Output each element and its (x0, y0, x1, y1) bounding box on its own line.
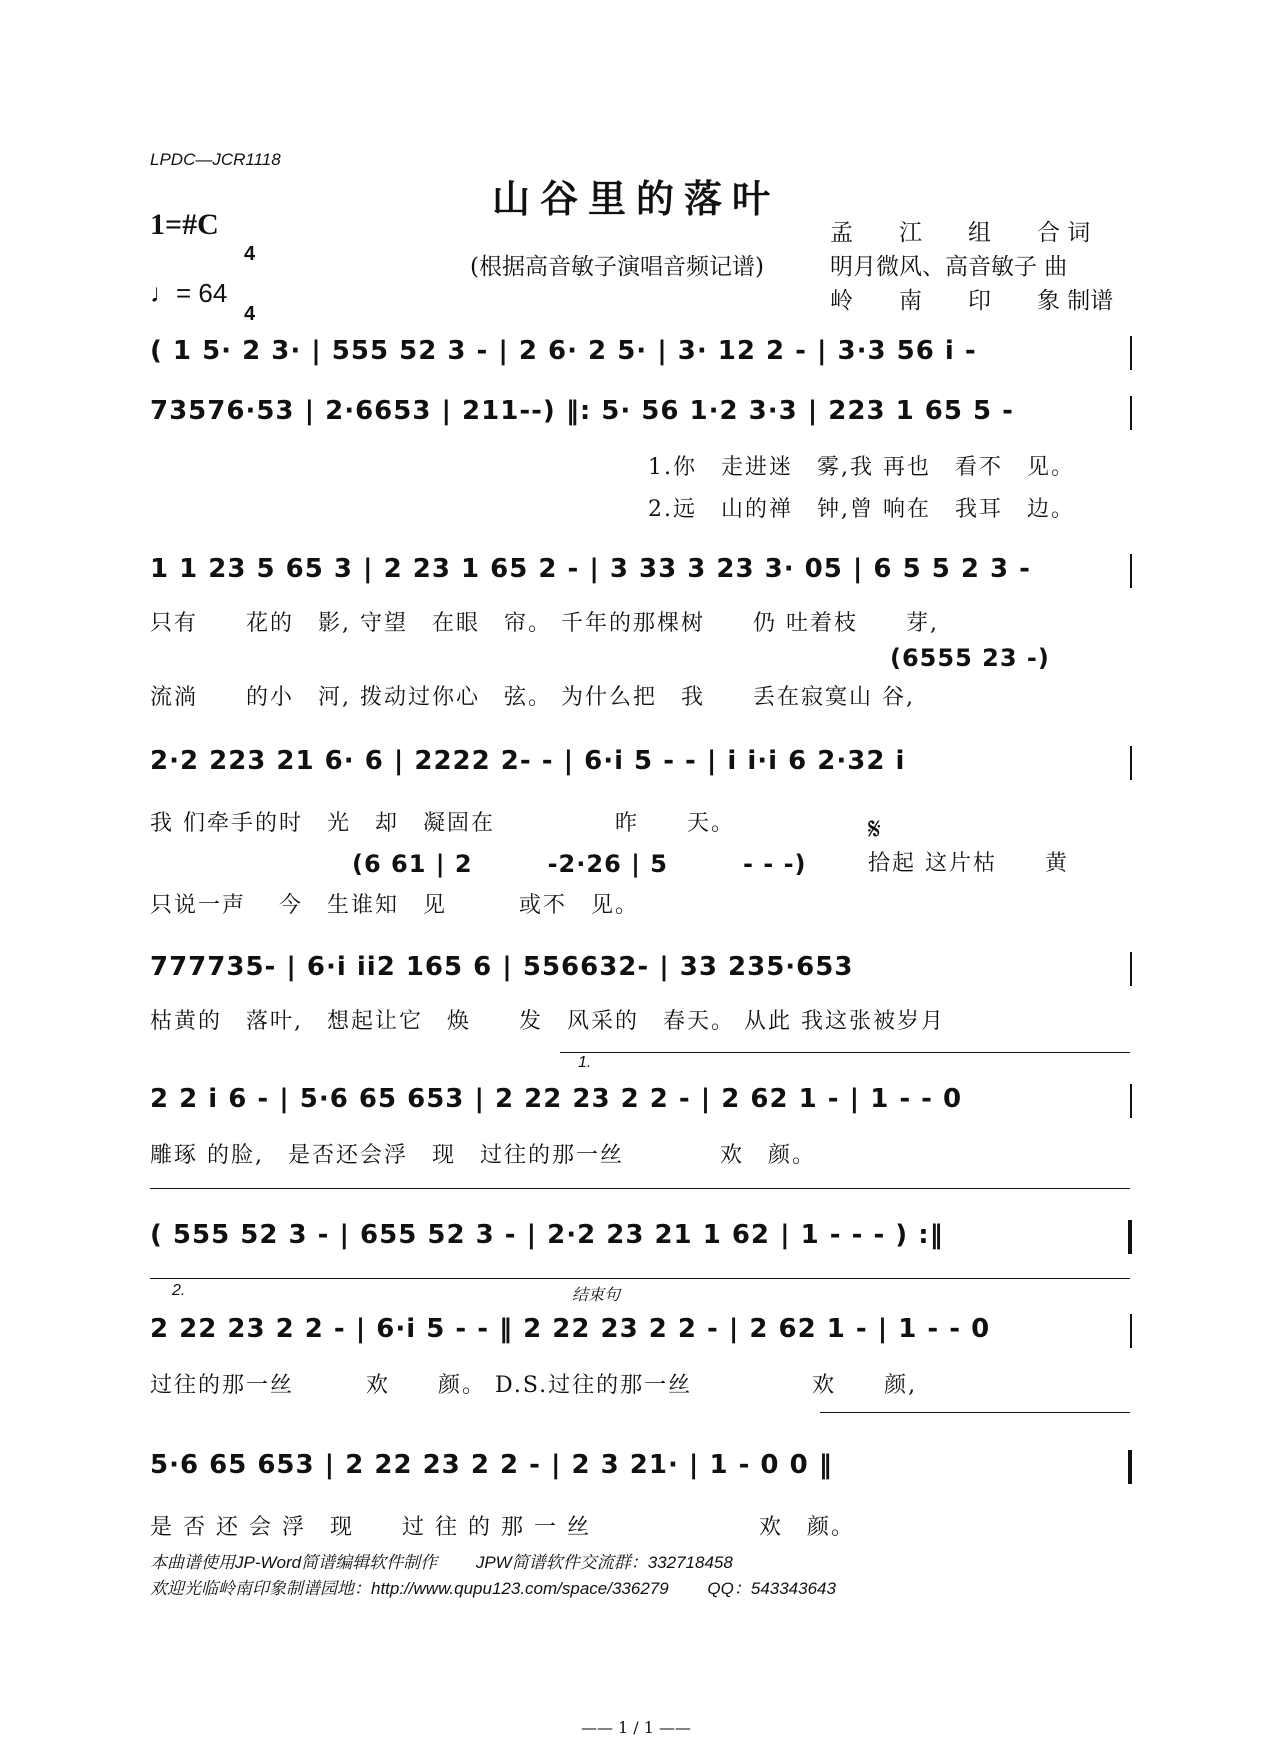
interlude-notes-2: (6 61 | 2 -2·26 | 5 - - -) (352, 850, 807, 878)
time-signature-top: 4 (244, 243, 256, 265)
score-row-9: 5·6 65 653 | 2 22 23 2 2 - | 2 3 21· | 1 - 0 0 ‖ (150, 1450, 833, 1480)
lyric-row-4-verse-2: 只说一声 今 生谁知 见 或不 见。 (150, 893, 639, 918)
arranger-credit: 岭 南 印 象 制谱 (830, 288, 1114, 314)
lyric-row-9: 是 否 还 会 浮 现 过 往 的 那 一 丝 欢 颜。 (150, 1515, 855, 1540)
barline (1130, 396, 1132, 430)
composer-credit: 明月微风、高音敏子 曲 (830, 254, 1068, 280)
segno-sign: 𝄋 (868, 812, 881, 847)
score-row-3: 1 1 23 5 65 3 | 2 23 1 65 2 - | 3 33 3 23 3· 05 | 6 5 5 2 3 - (150, 554, 1031, 584)
key-signature: 1=#C (150, 208, 219, 241)
footer-line-2: 欢迎光临岭南印象制谱园地：http://www.qupu123.com/space/336279 QQ：543343643 (150, 1579, 836, 1598)
repeat-end-barline (1128, 1220, 1132, 1254)
page-title: 山谷里的落叶 (491, 176, 780, 221)
time-signature-bottom: 4 (244, 303, 256, 325)
score-row-8: 2 22 23 2 2 - | 6·i 5 - - ‖ 2 22 23 2 2 - | 2 62 1 - | 1 - - 0 (150, 1314, 991, 1344)
lyric-row-6: 雕琢 的脸, 是否还会浮 现 过往的那一丝 欢 颜。 (150, 1143, 816, 1168)
barline (1130, 1314, 1132, 1348)
lyric-verse-2: 2.远 山的禅 钟,曾 响在 我耳 边。 (648, 497, 1075, 522)
time-signature (244, 204, 255, 344)
ending-2-label: 2. (172, 1282, 186, 1299)
final-barline (1128, 1450, 1132, 1484)
lyric-row-3-verse-2: 流淌 的小 河, 拨动过你心 弦。 为什么把 我 丢在寂寞山 谷, (150, 685, 915, 710)
score-row-5: 777735- | 6·i ii2 165 6 | 556632- | 33 235·653 (150, 952, 854, 982)
lyric-verse-1: 1.你 走进迷 雾,我 再也 看不 见。 (648, 455, 1075, 480)
interlude-notes: (6555 23 -) (890, 644, 1050, 672)
source-note: (根据高音敏子演唱音频记谱) (470, 254, 764, 280)
barline (1130, 554, 1132, 588)
ending-1-label: 1. (578, 1054, 592, 1071)
score-row-6: 2 2 i 6 - | 5·6 65 653 | 2 22 23 2 2 - | 2 62 1 - | 1 - - 0 (150, 1084, 963, 1114)
score-row-4: 2·2 223 21 6· 6 | 2222 2- - | 6·i 5 - - | i i·i 6 2·32 i (150, 746, 906, 776)
footer-line-1: 本曲谱使用JP-Word简谱编辑软件制作 JPW简谱软件交流群：332718458 (150, 1553, 733, 1572)
barline (1130, 746, 1132, 780)
score-row-1: ( 1 5· 2 3· | 555 52 3 - | 2 6· 2 5· | 3· 12 2 - | 3·3 56 i - (150, 336, 977, 366)
ending-2-bracket (150, 1278, 1130, 1279)
lyricist-credit: 孟 江 组 合 词 (830, 220, 1091, 246)
tie-line (820, 1412, 1130, 1413)
barline (1130, 1084, 1132, 1118)
barline (1130, 952, 1132, 986)
ending-1-bracket (560, 1052, 1130, 1053)
tempo-marking: ♩= 64 (150, 278, 228, 308)
coda-label: 结束句 (572, 1287, 621, 1304)
repeat-bracket-line (150, 1188, 1130, 1189)
lyric-row-8: 过往的那一丝 欢 颜。 D.S.过往的那一丝 欢 颜, (150, 1373, 918, 1398)
score-row-2: 73576·53 | 2·6653 | 211--) ‖: 5· 56 1·2 3·3 | 223 1 65 5 - (150, 396, 1014, 426)
score-row-7: ( 555 52 3 - | 655 52 3 - | 2·2 23 21 1 62 | 1 - - - ) :‖ (150, 1220, 944, 1250)
barline (1130, 336, 1132, 370)
score-code: LPDC—JCR1118 (150, 150, 281, 169)
segno-lyric: 拾起 这片枯 黄 (868, 851, 1069, 876)
lyric-row-5: 枯黄的 落叶, 想起让它 焕 发 风采的 春天。 从此 我这张被岁月 (150, 1009, 945, 1034)
page-number: —— 1 / 1 —— (580, 1718, 692, 1737)
lyric-row-3-verse-1: 只有 花的 影, 守望 在眼 帘。 千年的那棵树 仍 吐着枝 芽, (150, 611, 939, 636)
lyric-row-4-verse-1: 我 们牵手的时 光 却 凝固在 昨 天。 (150, 811, 735, 836)
